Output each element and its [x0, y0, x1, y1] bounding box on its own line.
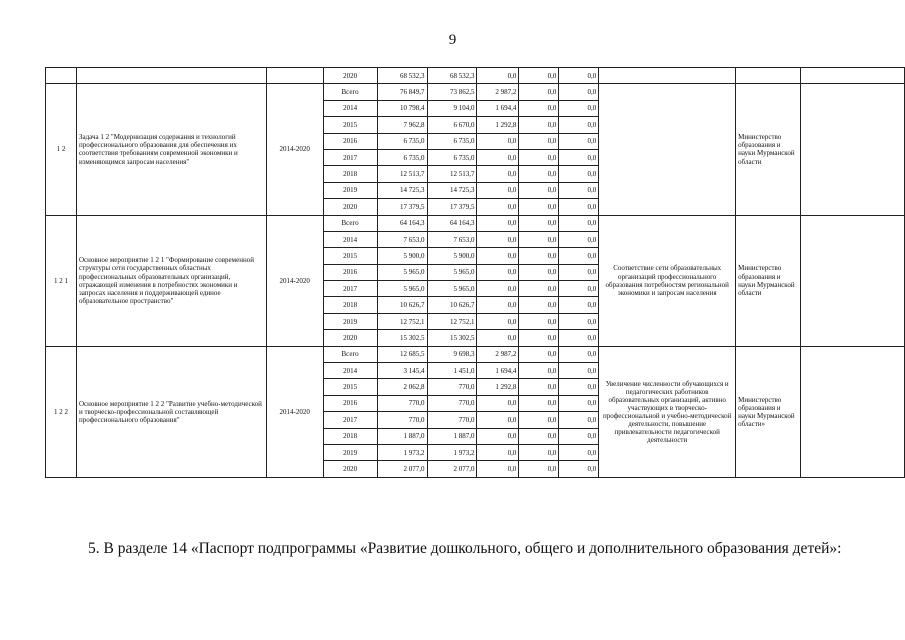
value-cell-oth: 0,0 — [559, 100, 599, 116]
year-cell: 2020 — [323, 330, 377, 346]
value-cell-oth: 0,0 — [559, 248, 599, 264]
value-cell-oth: 0,0 — [559, 149, 599, 165]
value-cell-mun: 0,0 — [519, 428, 559, 444]
year-cell: 2015 — [323, 248, 377, 264]
value-cell-mun: 0,0 — [519, 395, 559, 411]
value-cell-fed: 17 379,5 — [427, 199, 477, 215]
value-cell-fed: 2 077,0 — [427, 461, 477, 477]
year-cell: Всего — [323, 84, 377, 100]
value-cell-total: 10 626,7 — [377, 297, 427, 313]
year-cell: 2016 — [323, 264, 377, 280]
value-cell-reg: 0,0 — [477, 313, 519, 329]
value-cell-reg: 0,0 — [477, 199, 519, 215]
value-cell-oth: 0,0 — [559, 395, 599, 411]
value-cell-fed: 7 653,0 — [427, 231, 477, 247]
table-row — [46, 84, 905, 100]
value-cell-reg: 0,0 — [477, 264, 519, 280]
value-cell-fed: 1 451,0 — [427, 363, 477, 379]
value-cell-fed: 770,0 — [427, 395, 477, 411]
value-cell-mun: 0,0 — [519, 231, 559, 247]
year-cell: 2016 — [323, 133, 377, 149]
value-cell-reg: 1 292,8 — [477, 117, 519, 133]
value-cell-reg: 2 987,2 — [477, 346, 519, 362]
value-cell-total: 14 725,3 — [377, 182, 427, 198]
name-cell — [76, 68, 266, 84]
value-cell-total: 2 077,0 — [377, 461, 427, 477]
value-cell-reg: 0,0 — [477, 395, 519, 411]
value-cell-oth: 0,0 — [559, 264, 599, 280]
year-cell: 2016 — [323, 395, 377, 411]
item-result — [599, 84, 736, 215]
value-cell-mun: 0,0 — [519, 264, 559, 280]
table-row — [46, 346, 905, 362]
value-cell-mun: 0,0 — [519, 149, 559, 165]
value-cell-oth: 0,0 — [559, 313, 599, 329]
value-cell-total: 6 735,0 — [377, 133, 427, 149]
item-name: Задача 1 2 "Модернизация содержания и технологий профессионального образования для обеспечения их соответствия требованиям современной экономики и изменяющимся запросам населения" — [76, 84, 266, 215]
value-cell-mun: 0,0 — [519, 379, 559, 395]
table-row — [46, 68, 905, 84]
year-cell: 2014 — [323, 231, 377, 247]
value-cell-fed: 6 670,0 — [427, 117, 477, 133]
value-cell-oth: 0,0 — [559, 68, 599, 84]
value-cell-mun: 0,0 — [519, 100, 559, 116]
value-cell-mun: 0,0 — [519, 215, 559, 231]
value-cell-mun: 0,0 — [519, 117, 559, 133]
value-cell-total: 770,0 — [377, 395, 427, 411]
value-cell-fed: 12 513,7 — [427, 166, 477, 182]
year-cell: Всего — [323, 215, 377, 231]
value-cell-reg: 0,0 — [477, 297, 519, 313]
value-cell-total: 1 973,2 — [377, 444, 427, 460]
year-cell: Всего — [323, 346, 377, 362]
value-cell-oth: 0,0 — [559, 461, 599, 477]
value-cell-mun: 0,0 — [519, 182, 559, 198]
value-cell-oth: 0,0 — [559, 117, 599, 133]
section-heading: 5. В разделе 14 «Паспорт подпрограммы «Развитие дошкольного, общего и дополнительного образования детей»: — [88, 540, 842, 557]
value-cell-oth: 0,0 — [559, 412, 599, 428]
value-cell-reg: 1 694,4 — [477, 100, 519, 116]
value-cell-total: 6 735,0 — [377, 149, 427, 165]
value-cell-oth: 0,0 — [559, 428, 599, 444]
value-cell-reg: 1 292,8 — [477, 379, 519, 395]
value-cell-fed: 64 164,3 — [427, 215, 477, 231]
period-cell — [266, 68, 323, 84]
year-cell: 2017 — [323, 281, 377, 297]
value-cell-oth: 0,0 — [559, 231, 599, 247]
value-cell-oth: 0,0 — [559, 84, 599, 100]
value-cell-reg: 0,0 — [477, 330, 519, 346]
value-cell-oth: 0,0 — [559, 215, 599, 231]
value-cell-oth: 0,0 — [559, 379, 599, 395]
value-cell-fed: 6 735,0 — [427, 133, 477, 149]
table-row — [46, 215, 905, 231]
value-cell-fed: 12 752,1 — [427, 313, 477, 329]
value-cell-oth: 0,0 — [559, 330, 599, 346]
value-cell-mun: 0,0 — [519, 68, 559, 84]
value-cell-reg: 0,0 — [477, 281, 519, 297]
value-cell-total: 7 653,0 — [377, 231, 427, 247]
value-cell-oth: 0,0 — [559, 133, 599, 149]
value-cell-mun: 0,0 — [519, 281, 559, 297]
value-cell-fed: 5 965,0 — [427, 264, 477, 280]
item-code: 1 2 1 — [46, 215, 77, 346]
item-period: 2014-2020 — [266, 215, 323, 346]
value-cell-reg: 0,0 — [477, 149, 519, 165]
year-cell: 2017 — [323, 149, 377, 165]
value-cell-fed: 770,0 — [427, 412, 477, 428]
value-cell-total: 15 302,5 — [377, 330, 427, 346]
value-cell-fed: 5 965,0 — [427, 281, 477, 297]
item-period: 2014-2020 — [266, 346, 323, 477]
item-code: 1 2 2 — [46, 346, 77, 477]
year-cell: 2020 — [323, 199, 377, 215]
value-cell-reg: 0,0 — [477, 444, 519, 460]
value-cell-reg: 0,0 — [477, 182, 519, 198]
item-executor: Министерство образования и науки Мурманской области» — [736, 346, 801, 477]
code-cell — [46, 68, 77, 84]
value-cell-reg: 0,0 — [477, 68, 519, 84]
value-cell-fed: 9 698,3 — [427, 346, 477, 362]
value-cell-oth: 0,0 — [559, 182, 599, 198]
value-cell-total: 5 900,0 — [377, 248, 427, 264]
value-cell-mun: 0,0 — [519, 166, 559, 182]
item-code: 1 2 — [46, 84, 77, 215]
page-number: 9 — [448, 32, 457, 48]
value-cell-total: 1 887,0 — [377, 428, 427, 444]
blank-cell — [801, 215, 905, 346]
value-cell-reg: 0,0 — [477, 412, 519, 428]
value-cell-mun: 0,0 — [519, 84, 559, 100]
value-cell-fed: 10 626,7 — [427, 297, 477, 313]
year-cell: 2019 — [323, 444, 377, 460]
value-cell-fed: 15 302,5 — [427, 330, 477, 346]
value-cell-mun: 0,0 — [519, 363, 559, 379]
value-cell-total: 76 849,7 — [377, 84, 427, 100]
value-cell-oth: 0,0 — [559, 444, 599, 460]
value-cell-reg: 0,0 — [477, 461, 519, 477]
value-cell-total: 2 062,8 — [377, 379, 427, 395]
value-cell-total: 64 164,3 — [377, 215, 427, 231]
value-cell-fed: 5 900,0 — [427, 248, 477, 264]
year-cell: 2020 — [323, 461, 377, 477]
value-cell-fed: 6 735,0 — [427, 149, 477, 165]
value-cell-mun: 0,0 — [519, 346, 559, 362]
executor-cell — [736, 68, 801, 84]
blank-cell — [801, 346, 905, 477]
year-cell: 2018 — [323, 297, 377, 313]
value-cell-total: 3 145,4 — [377, 363, 427, 379]
item-executor: Министерство образования и науки Мурманской области — [736, 84, 801, 215]
value-cell-reg: 0,0 — [477, 231, 519, 247]
budget-table — [45, 67, 905, 478]
year-cell: 2014 — [323, 363, 377, 379]
value-cell-mun: 0,0 — [519, 133, 559, 149]
item-executor: Министерство образования и науки Мурманской области — [736, 215, 801, 346]
value-cell-oth: 0,0 — [559, 166, 599, 182]
value-cell-mun: 0,0 — [519, 412, 559, 428]
item-name: Основное мероприятие 1 2 2 "Развитие учебно-методической и творческо-профессиональной составляющей профессионального образования" — [76, 346, 266, 477]
value-cell-total: 12 513,7 — [377, 166, 427, 182]
item-name: Основное мероприятие 1 2 1 "Формирование современной структуры сети государственных областных профессиональных образовательных организаций, отражающей изменения в потребностях экономики и запросах населения и поддерживающей единое образовательное пространство" — [76, 215, 266, 346]
value-cell-mun: 0,0 — [519, 461, 559, 477]
value-cell-reg: 0,0 — [477, 248, 519, 264]
value-cell-reg: 0,0 — [477, 166, 519, 182]
value-cell-reg: 0,0 — [477, 428, 519, 444]
value-cell-fed: 1 973,2 — [427, 444, 477, 460]
value-cell-reg: 0,0 — [477, 215, 519, 231]
year-cell: 2020 — [323, 68, 377, 84]
value-cell-fed: 73 862,5 — [427, 84, 477, 100]
value-cell-total: 17 379,5 — [377, 199, 427, 215]
year-cell: 2018 — [323, 428, 377, 444]
item-result: Увеличение численности обучающихся и педагогических работников образовательных организаций, активно участвующих в творческо-профессиональной и учебно-методической деятельности, повышение привлекательности педагогической деятельности — [599, 346, 736, 477]
value-cell-reg: 2 987,2 — [477, 84, 519, 100]
value-cell-oth: 0,0 — [559, 199, 599, 215]
year-cell: 2014 — [323, 100, 377, 116]
value-cell-reg: 0,0 — [477, 133, 519, 149]
value-cell-total: 12 685,5 — [377, 346, 427, 362]
value-cell-oth: 0,0 — [559, 281, 599, 297]
value-cell-total: 7 962,8 — [377, 117, 427, 133]
value-cell-mun: 0,0 — [519, 313, 559, 329]
item-period: 2014-2020 — [266, 84, 323, 215]
value-cell-fed: 1 887,0 — [427, 428, 477, 444]
value-cell-mun: 0,0 — [519, 297, 559, 313]
value-cell-total: 10 798,4 — [377, 100, 427, 116]
value-cell-oth: 0,0 — [559, 346, 599, 362]
result-cell — [599, 68, 736, 84]
value-cell-fed: 68 532,3 — [427, 68, 477, 84]
value-cell-fed: 14 725,3 — [427, 182, 477, 198]
value-cell-reg: 1 694,4 — [477, 363, 519, 379]
value-cell-mun: 0,0 — [519, 444, 559, 460]
blank-cell — [801, 68, 905, 84]
value-cell-total: 12 752,1 — [377, 313, 427, 329]
item-result: Соответствие сети образовательных организаций профессионального образования потребностям региональной экономики и запросам населения — [599, 215, 736, 346]
value-cell-mun: 0,0 — [519, 330, 559, 346]
value-cell-total: 5 965,0 — [377, 281, 427, 297]
year-cell: 2018 — [323, 166, 377, 182]
value-cell-total: 5 965,0 — [377, 264, 427, 280]
value-cell-fed: 770,0 — [427, 379, 477, 395]
value-cell-oth: 0,0 — [559, 297, 599, 313]
value-cell-fed: 9 104,0 — [427, 100, 477, 116]
value-cell-total: 770,0 — [377, 412, 427, 428]
year-cell: 2015 — [323, 379, 377, 395]
year-cell: 2019 — [323, 182, 377, 198]
year-cell: 2015 — [323, 117, 377, 133]
value-cell-total: 68 532,3 — [377, 68, 427, 84]
year-cell: 2019 — [323, 313, 377, 329]
blank-cell — [801, 84, 905, 215]
year-cell: 2017 — [323, 412, 377, 428]
value-cell-mun: 0,0 — [519, 199, 559, 215]
value-cell-mun: 0,0 — [519, 248, 559, 264]
value-cell-oth: 0,0 — [559, 363, 599, 379]
